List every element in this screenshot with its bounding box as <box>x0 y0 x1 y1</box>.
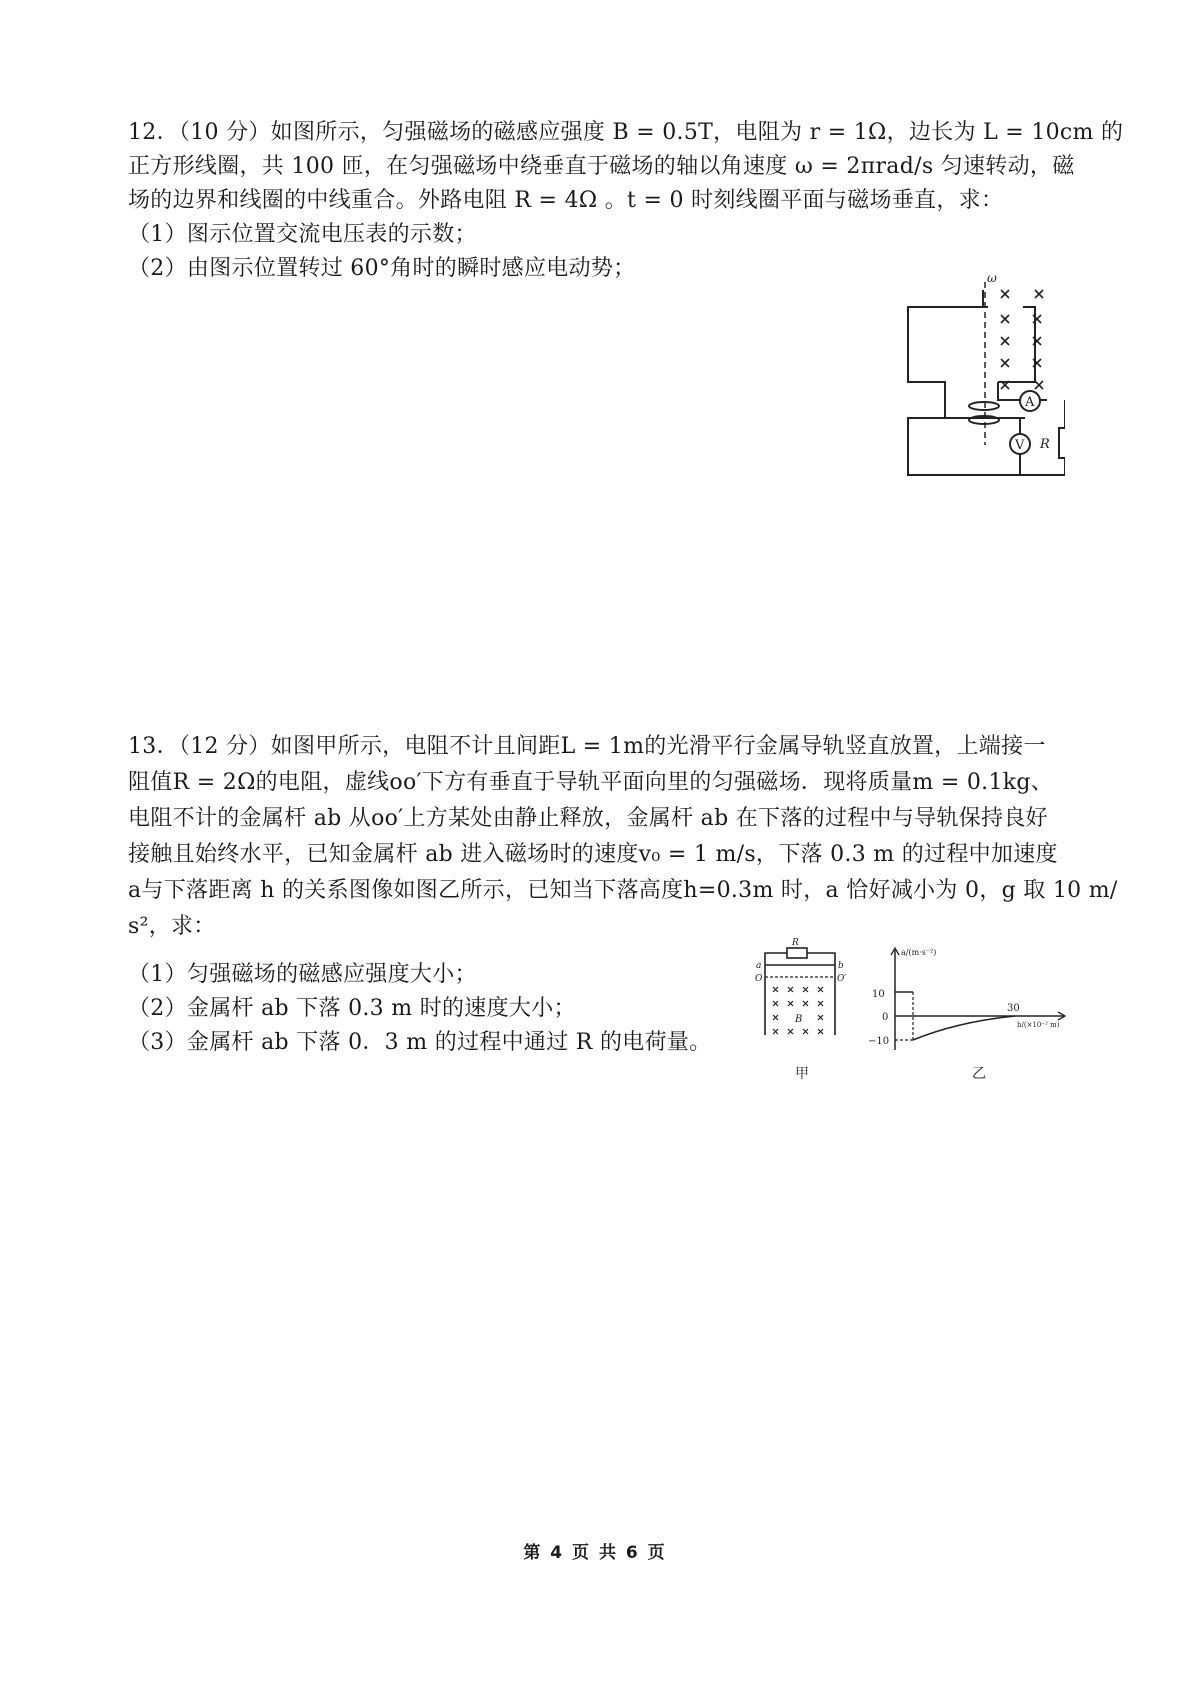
figure-yi <box>865 945 1085 1085</box>
p12-question-1: （1）图示位置交流电压表的示数； <box>128 222 477 247</box>
jia-caption: 甲 <box>795 1066 809 1082</box>
yi-y-axis-label: a/(m·s⁻²) <box>901 948 937 957</box>
p13-line-1: 13．（12 分）如图甲所示，电阻不计且间距L = 1m的光滑平行金属导轨竖直放置，上端接一 <box>128 734 1046 759</box>
p13-question-1: （1）匀强磁场的磁感应强度大小； <box>128 962 477 987</box>
p12-resistor-label: R <box>1040 437 1050 452</box>
jia-field-label: B <box>795 1014 803 1025</box>
voltmeter-label: V <box>1015 438 1025 453</box>
jia-label-O: O <box>755 974 763 984</box>
p13-line-4: 接触且始终水平，已知金属杆 ab 进入磁场时的速度v₀ = 1 m/s，下落 0.3 m 的过程中加速度 <box>128 842 1058 867</box>
jia-label-a: a <box>756 961 762 971</box>
p12-line-2: 正方形线圈，共 100 匝，在匀强磁场中绕垂直于磁场的轴以角速度 ω = 2πrad/s 匀速转动，磁 <box>128 154 1075 179</box>
yi-caption: 乙 <box>972 1066 986 1082</box>
p12-question-2: （2）由图示位置转过 60°角时的瞬时感应电动势； <box>128 256 636 281</box>
jia-label-b: b <box>838 961 844 971</box>
p12-line-1: 12．（10 分）如图所示，匀强磁场的磁感应强度 B = 0.5T，电阻为 r = 1Ω，边长为 L = 10cm 的 <box>128 120 1124 145</box>
jia-resistor-label: R <box>792 938 799 948</box>
yi-tick-neg10: −10 <box>868 1036 890 1047</box>
page-footer: 第 4 页 共 6 页 <box>523 1543 667 1563</box>
yi-tick-10: 10 <box>872 989 885 1000</box>
p13-line-6: s²，求： <box>128 914 216 939</box>
ammeter-label: A <box>1025 395 1035 410</box>
yi-x-axis-label: h/(×10⁻² m) <box>1017 1021 1060 1029</box>
yi-tick-0: 0 <box>882 1012 889 1023</box>
p13-question-3: （3）金属杆 ab 下落 0．3 m 的过程中通过 R 的电荷量。 <box>128 1030 712 1055</box>
p13-question-2: （2）金属杆 ab 下落 0.3 m 时的速度大小； <box>128 996 576 1021</box>
p12-circuit-figure <box>905 270 1065 480</box>
figure-jia <box>755 935 850 1085</box>
p13-line-2: 阻值R = 2Ω的电阻，虚线oo′下方有垂直于导轨平面向里的匀强磁场．现将质量m = 0.1kg、 <box>128 770 1054 795</box>
p12-line-3: 场的边界和线圈的中线重合。外路电阻 R = 4Ω 。t = 0 时刻线圈平面与磁场垂直，求： <box>128 188 1004 213</box>
p12-omega-label: ω <box>987 271 997 285</box>
p13-line-5: a与下落距离 h 的关系图像如图乙所示，已知当下落高度h=0.3m 时，a 恰好减小为 0，g 取 10 m/ <box>128 878 1118 903</box>
p13-line-3: 电阻不计的金属杆 ab 从oo′上方某处由静止释放，金属杆 ab 在下落的过程中与导轨保持良好 <box>128 806 1048 831</box>
jia-label-O-prime: O′ <box>837 974 847 984</box>
yi-tick-30: 30 <box>1007 1003 1020 1014</box>
